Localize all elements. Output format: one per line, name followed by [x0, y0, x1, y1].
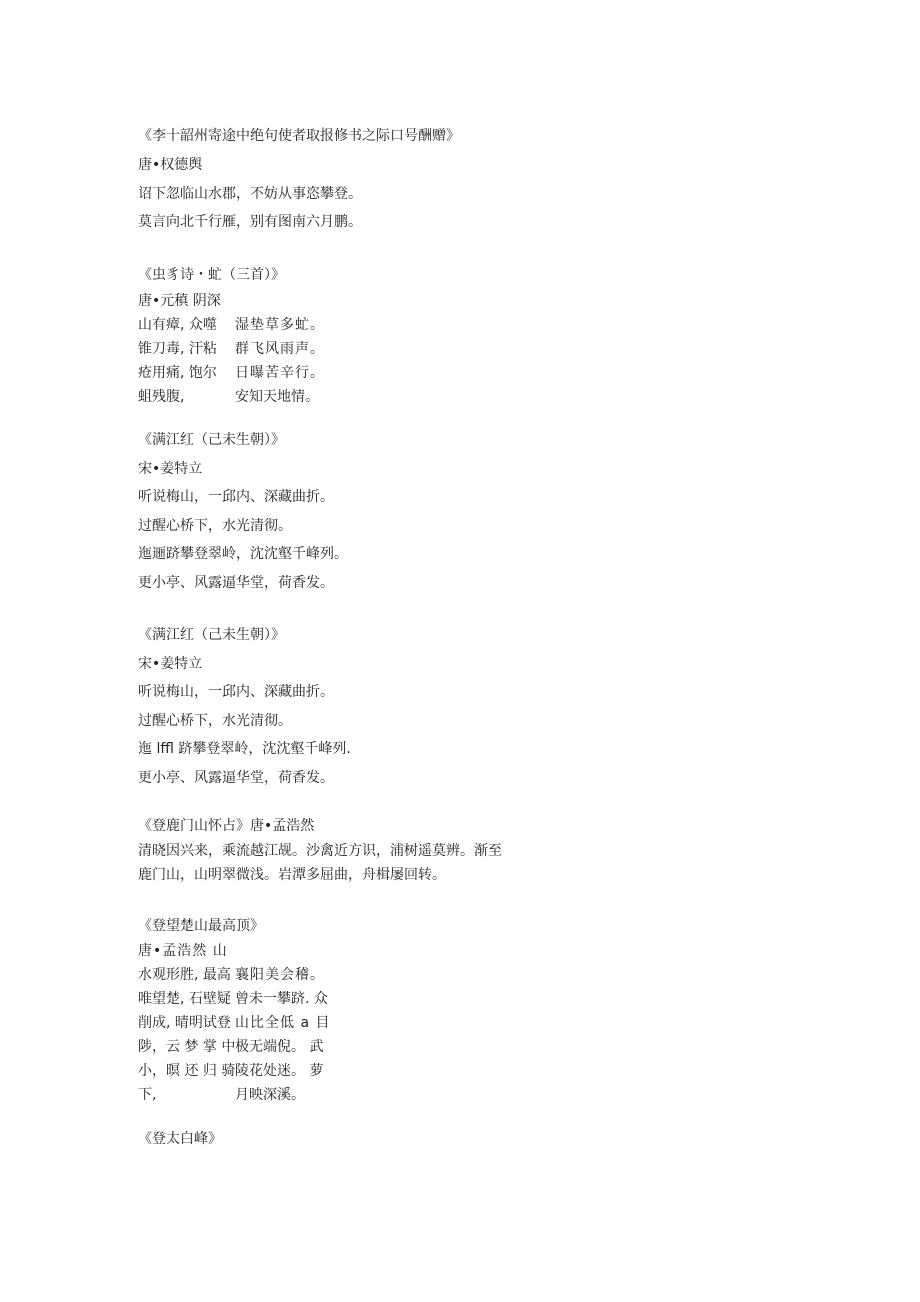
poem-title: 《满江红（己未生朝）》 [138, 627, 285, 643]
poem-author: 唐•孟浩然 山 [138, 943, 228, 959]
poem-author: 唐•权德舆 [138, 157, 203, 173]
poem-line-left: 蛆残腹, [138, 389, 185, 405]
poem-line: 过醒心桥下，水光清彻。 [138, 713, 292, 729]
poem-title: 《登望楚山最高顶》 [138, 918, 264, 934]
poem-line-left: 削成, 晴明试登 [138, 1015, 231, 1031]
poem-line-left: 水观形胜, 最高 [138, 967, 231, 983]
poem-line: 迤 lffl 跻攀登翠岭，沈沈壑千峰列. [138, 741, 351, 757]
poem-title: 《登鹿门山怀占》唐•孟浩然 [138, 818, 315, 834]
poem-line-left: 疮用痛, 饱尔 [138, 365, 217, 381]
poem-title: 《满江红（己未生朝）》 [138, 432, 285, 448]
poem-line: 诏下忽临山水郡，不妨从事恣攀登。 [138, 186, 362, 202]
poem-line: 更小亭、风露逼华堂，荷香发。 [138, 770, 334, 786]
document-page [138, 0, 838, 1302]
poem-line: 听说梅山，一邱内、深藏曲折。 [138, 489, 334, 505]
poem-line-right: 群飞风雨声。 [235, 341, 325, 357]
poem-author: 宋•姜特立 [138, 656, 203, 672]
poem-line: 莫言向北千行雁，别有图南六月鹏。 [138, 214, 362, 230]
poem-line-right: 湿垫草多虻。 [235, 317, 325, 333]
poem-line: 听说梅山，一邱内、深藏曲折。 [138, 684, 334, 700]
poem-line-left: 锥刀毒, 汗粘 [138, 341, 217, 357]
poem-line-right: 日曝苦辛行。 [235, 365, 325, 381]
poem-line: 鹿门山，山明翠微浅。岩潭多屈曲，舟楫屡回转。 [138, 867, 446, 883]
poem-title: 《登太白峰》 [138, 1131, 222, 1147]
poem-line-right: 陵花处迷。 萝 [235, 1063, 324, 1079]
poem-line-left: 唯望楚, 石壁疑 [138, 991, 231, 1007]
poem-line-left: 小，暝 还 归 骑 [138, 1063, 236, 1079]
poem-line-right: 襄阳美会稽。 [235, 967, 325, 983]
poem-line-left: 山有瘴, 众噬 [138, 317, 217, 333]
poem-title: 《虫豸诗・虻（三首）》 [138, 267, 285, 283]
poem-author: 唐•元稹 阴深 [138, 293, 221, 309]
poem-line: 过醒心桥下，水光清彻。 [138, 518, 292, 534]
poem-line-right: 安知天地情。 [235, 389, 319, 405]
poem-line: 清晓因兴来，乘流越江觇。沙禽近方识，浦树遥莫辨。渐至 [138, 843, 502, 859]
poem-line-left: 下, [138, 1087, 157, 1103]
poem-line-left: 陟，云 梦 掌 中 [138, 1039, 236, 1055]
poem-line-right: 曾未一攀跻. 众 [235, 991, 328, 1007]
poem-line: 更小亭、风露逼华堂，荷香发。 [138, 575, 334, 591]
poem-line-right: 山比全低 a 目 [235, 1015, 331, 1031]
poem-author: 宋•姜特立 [138, 461, 203, 477]
poem-line: 迤逦跻攀登翠岭，沈沈壑千峰列。 [138, 546, 348, 562]
poem-line-right: 极无端倪。 武 [235, 1039, 324, 1055]
poem-title: 《李十韶州寄途中绝句使者取报修书之际口号酬赠》 [138, 128, 460, 144]
poem-line-right: 月映深溪。 [235, 1087, 305, 1103]
